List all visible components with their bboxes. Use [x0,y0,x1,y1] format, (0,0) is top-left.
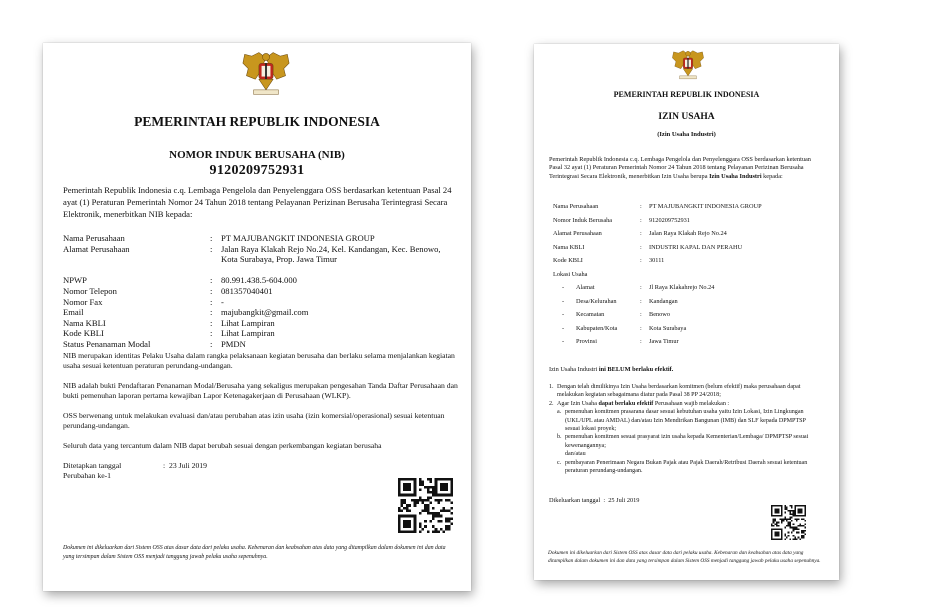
issued-date: 25 Juli 2019 [608,497,640,504]
requirements-list [549,383,821,475]
field-value: Jalan Raya Klakah Rejo No.24 [649,230,727,237]
izin-usaha-document-page: PEMERINTAH REPUBLIK INDONESIA IZIN USAHA (Izin Usaha Industri) Pemerintah Republik Indonesia c.q. Lembaga Pengelola dan Penyelenggara OSS berdasarkan ketentuan Pasal 32 ayat (1) Peraturan Pemerintah Nomor 24 Tahun 2018 tentang Pelayanan Perizinan Berusaha Terintegrasi Secara Elektronik, menerbitkan Izin Usaha berupa Izin Usaha Industri kepada: Nama Perusahaan : PT MAJUBANGKIT INDONESIA GROUP Nomor Induk Berusaha : 9120209752931 Alamat Perusahaan : Jalan Raya Klakah Rejo No.24 Nama KBLI : INDUSTRI KAPAL DAN PERAHU Kode KBLI : 30111 Lokasi Usaha - Alamat : Jl Raya Klakahrejo No.24 - Desa/Kelurahan : Kandangan - Kecamatan : Benowo - Kabupaten/Kota : Kota Surabaya - Provinsi : Jawa Timur Izin Usaha Industri ini BELUM berlaku efektif. 1. Dengan telah dimilikinya Izin Usaha berdasarkan komitmen (belum efektif) maka perusahaan dapat melakukan kegiatan sebagaimana diatur pada Pasal 38 PP 24/2018; 2. Agar Izin Usaha dapat berlaku efektif Perusahaan wajib melakukan : a. pemenuhan komitmen prasarana dasar sesuai kebutuhan usaha yaitu Izin Lokasi, Izin Lingkungan (UKL/UPL atau AMDAL) dan/atau Izin Mendirikan Bangunan (IMB) dan SLF kepada DPMPTSP sesuai lokasi proyek; b. pemenuhan komitmen sesuai prasyarat izin usaha kepada Kementerian/Lembaga/ DPMPTSP sesuai kewenangannya; dan/atau c. pembayaran Penerimaan Negara Bukan Pajak atau Pajak Daerah/Retribusi Daerah sesuai ketentuan peraturan perundang-undangan. Dikeluarkan tanggal : 25 Juli 2019 Dokumen ini dikeluarkan dari Sistem OSS atas dasar data dari pelaku usaha. Kebenaran dan keabsahan atas data yang ditampilkan dalam dokumen ini dan data yang tersimpan dalam Sistem OSS menjadi tanggung jawab pelaku usaha sepenuhnya. [534,44,839,580]
garuda-emblem-icon [670,47,706,82]
location-value: Jawa Timur [649,338,679,345]
location-value: Kota Surabaya [649,324,687,332]
field-value: INDUSTRI KAPAL DAN PERAHU [649,243,743,251]
field-label: Kode KBLI [63,328,104,339]
issued-block: Ditetapkan tanggal : 23 Juli 2019 Perubahan ke-1 [63,461,207,481]
issued-label: Ditetapkan tanggal [63,461,122,470]
document-subtitle: (Izin Usaha Industri) [657,131,716,138]
location-value: Jl Raya Klakahrejo No.24 [649,284,715,291]
nib-document-page: PEMERINTAH REPUBLIK INDONESIA NOMOR INDUK BERUSAHA (NIB) 9120209752931 Pemerintah Republik Indonesia c.q. Lembaga Pengelola dan Penyelenggara OSS berdasarkan ketentuan Pasal 24 ayat (1) Peraturan Pemerintah Nomor 24 Tahun 2018 tentang Pelayanan Perizinan Berusaha Terintegrasi Secara Elektronik, menerbitkan NIB kepada: Nama Perusahaan : PT MAJUBANGKIT INDONESIA GROUP Alamat Perusahaan : Jalan Raya Klakah Rejo No.24, Kel. Kandangan, Kec. Benowo, Kota Surabaya, Prop. Jawa Timur NPWP : 80.991.438.5-604.000 Nomor Telepon : 081357040401 Nomor Fax : - Email : majubangkit@gmail.com Nama KBLI : Lihat Lampiran Kode KBLI : Lihat Lampiran Status Penanaman Modal : PMDN NIB merupakan identitas Pelaku Usaha dalam rangka pelaksanaan kegiatan berusaha dan berlaku selama menjalankan kegiatan usaha sesuai ketentuan peraturan perundang-undangan. NIB adalah bukti Pendaftaran Penanaman Modal/Berusaha yang sekaligus merupakan pengesahan Tanda Daftar Perusahaan dan bukti pemenuhan laporan pertama kewajiban Lapor Ketenagakerjaan di Perusahaan (WLKP). OSS berwenang untuk melakukan evaluasi dan/atau perubahan atas izin usaha (izin komersial/operasional) sesuai ketentuan perundang-undangan. Seluruh data yang tercantum dalam NIB dapat berubah sesuai dengan perkembangan kegiatan berusaha Ditetapkan tanggal : 23 Juli 2019 Perubahan ke-1 Dokumen ini dikeluarkan dari Sistem OSS atas dasar data dari pelaku usaha. Kebenaran dan keabsahan atas data yang ditampilkan dalam dokumen ini dan data yang tersimpan dalam Sistem OSS menjadi tanggung jawab pelaku usaha sepenuhnya. [43,43,471,591]
sub-list-item: b. pemenuhan komitmen sesuai prasyarat izin usaha kepada Kementerian/Lembaga/ DPMPTSP sesuai kewenangannya; dan/atau [557,434,809,458]
location-label: Kecamatan [576,311,605,318]
sub-list-item: c. pembayaran Penerimaan Negara Bukan Pajak atau Pajak Daerah/Retribusi Daerah sesuai ketentuan peraturan perundang-undangan. [557,459,808,475]
field-value: 9120209752931 [649,216,690,224]
note-paragraph: NIB merupakan identitas Pelaku Usaha dalam rangka pelaksanaan kegiatan berusaha dan berlaku selama menjalankan kegiatan usaha sesuai ketentuan peraturan perundang-undangan. [63,351,455,371]
nib-number: 9120209752931 [209,163,305,178]
field-label: NPWP [63,275,87,286]
status-line: Izin Usaha Industri ini BELUM berlaku efektif. [549,366,674,373]
field-label: Nomor Telepon [63,285,117,296]
garuda-emblem-icon [239,49,293,97]
note-paragraph: NIB adalah bukti Pendaftaran Penanaman Modal/Berusaha yang sekaligus merupakan pengesahan Tanda Daftar Perusahaan dan bukti pemenuhan laporan pertama kewajiban Lapor Ketenagakerjaan di Perusahaan (WLKP). [63,381,458,401]
document-title: IZIN USAHA [658,112,715,122]
field-value: PMDN [221,338,246,349]
field-label: Alamat Perusahaan [63,243,130,254]
field-value: - [221,296,224,307]
intro-paragraph [549,156,825,181]
field-label: Kode KBLI [553,257,583,264]
field-value: Lihat Lampiran [221,328,275,339]
location-label: Desa/Kelurahan [576,297,617,305]
location-value: Kandangan [649,297,678,305]
note-paragraph: Seluruh data yang tercantum dalam NIB dapat berubah sesuai dengan perkembangan kegiatan berusaha [63,441,382,450]
location-label: Alamat [576,284,595,291]
issued-date: 23 Juli 2019 [168,461,207,470]
document-title: NOMOR INDUK BERUSAHA (NIB) [169,149,345,161]
field-value: 80.991.438.5-604.000 [221,275,297,286]
field-value: 30111 [649,257,665,264]
field-label: Nomor Induk Berusaha [553,216,613,224]
qr-code-icon [398,478,453,533]
status-bold: ini BELUM berlaku efektif. [598,366,674,373]
footer-disclaimer: Dokumen ini dikeluarkan dari Sistem OSS atas dasar data dari pelaku usaha. Kebenaran dan keabsahan atas data yang ditampilkan dalam dokumen ini dan data yang tersimpan dalam Sistem OSS menjadi tanggung jawab pelaku usaha sepenuhnya. [548,550,821,564]
list-item: 1. Dengan telah dimilikinya Izin Usaha berdasarkan komitmen (belum efektif) maka perusahaan dapat melakukan kegiatan sebagaimana diatur pada Pasal 38 PP 24/2018; [549,384,801,399]
note-paragraph: OSS berwenang untuk melakukan evaluasi dan/atau perubahan atas izin usaha (izin komersial/operasional) sesuai ketentuan perundang-undangan. [63,411,445,431]
intro-text: Pemerintah Republik Indonesia c.q. Lembaga Pengelola dan Penyelenggara OSS berdasarkan ketentuan Pasal 32 ayat (1) Peraturan Pemerintah Nomor 24 Tahun 2018 tentang Pelayanan Perizinan Berusaha Terintegrasi Secara Elektronik, menerbitkan Izin Usaha berupa [549,156,811,180]
government-title: PEMERINTAH REPUBLIK INDONESIA [134,114,380,129]
field-label: Nama Perusahaan [63,233,125,243]
field-value: PT MAJUBANGKIT INDONESIA GROUP [649,203,762,210]
intro-end: kepada: [763,172,783,180]
field-label: Nomor Fax [63,296,103,307]
field-label: Email [63,307,84,318]
field-label: Status Penanaman Modal [63,338,151,349]
qr-code-icon [771,505,806,540]
field-label: Nama Perusahaan [553,203,599,210]
intro-paragraph: Pemerintah Republik Indonesia c.q. Lembaga Pengelola dan Penyelenggara OSS berdasarkan ketentuan Pasal 24 ayat (1) Peraturan Pemerintah Nomor 24 Tahun 2018 tentang Pelayanan Perizinan Berusaha Terintegrasi Secara Elektronik, menerbitkan NIB kepada: [63,185,452,219]
field-value: Jalan Raya Klakah Rejo No.24, Kel. Kandangan, Kec. Benowo, Kota Surabaya, Prop. Jawa Timur [221,243,441,265]
field-value: majubangkit@gmail.com [221,307,309,318]
list-item: 2. Agar Izin Usaha dapat berlaku efektif Perusahaan wajib melakukan : [549,400,730,407]
field-label: Nama KBLI [63,317,106,328]
footer-disclaimer: Dokumen ini dikeluarkan dari Sistem OSS atas dasar data dari pelaku usaha. Kebenaran dan keabsahan atas data yang ditampilkan dalam dokumen ini dan data yang tersimpan dalam Sistem OSS menjadi tanggung jawab pelaku usaha sepenuhnya. [63,545,446,560]
field-label: Nama KBLI [553,243,585,251]
field-label: Alamat Perusahaan [553,230,602,237]
location-label: Kabupaten/Kota [576,324,618,332]
sub-list-item: a. pemenuhan komitmen prasarana dasar sesuai kebutuhan usaha yaitu Izin Lokasi, Izin Lingkungan (UKL/UPL atau AMDAL) dan/atau Izin Mendirikan Bangunan (IMB) dan SLF kepada DPMPTSP sesuai lokasi proyek; [557,409,806,433]
location-label: Provinsi [576,338,597,345]
issued-label: Dikeluarkan tanggal [549,497,601,504]
location-value: Benowo [649,311,670,318]
intro-bold: Izin Usaha Industri [709,172,762,180]
field-value: Lihat Lampiran [221,317,275,328]
revision-text: Perubahan ke-1 [63,471,112,481]
field-value: PT MAJUBANGKIT INDONESIA GROUP [221,233,375,243]
issued-block: Dikeluarkan tanggal : 25 Juli 2019 [549,497,640,504]
field-value: 081357040401 [221,285,273,296]
government-title: PEMERINTAH REPUBLIK INDONESIA [613,90,760,99]
